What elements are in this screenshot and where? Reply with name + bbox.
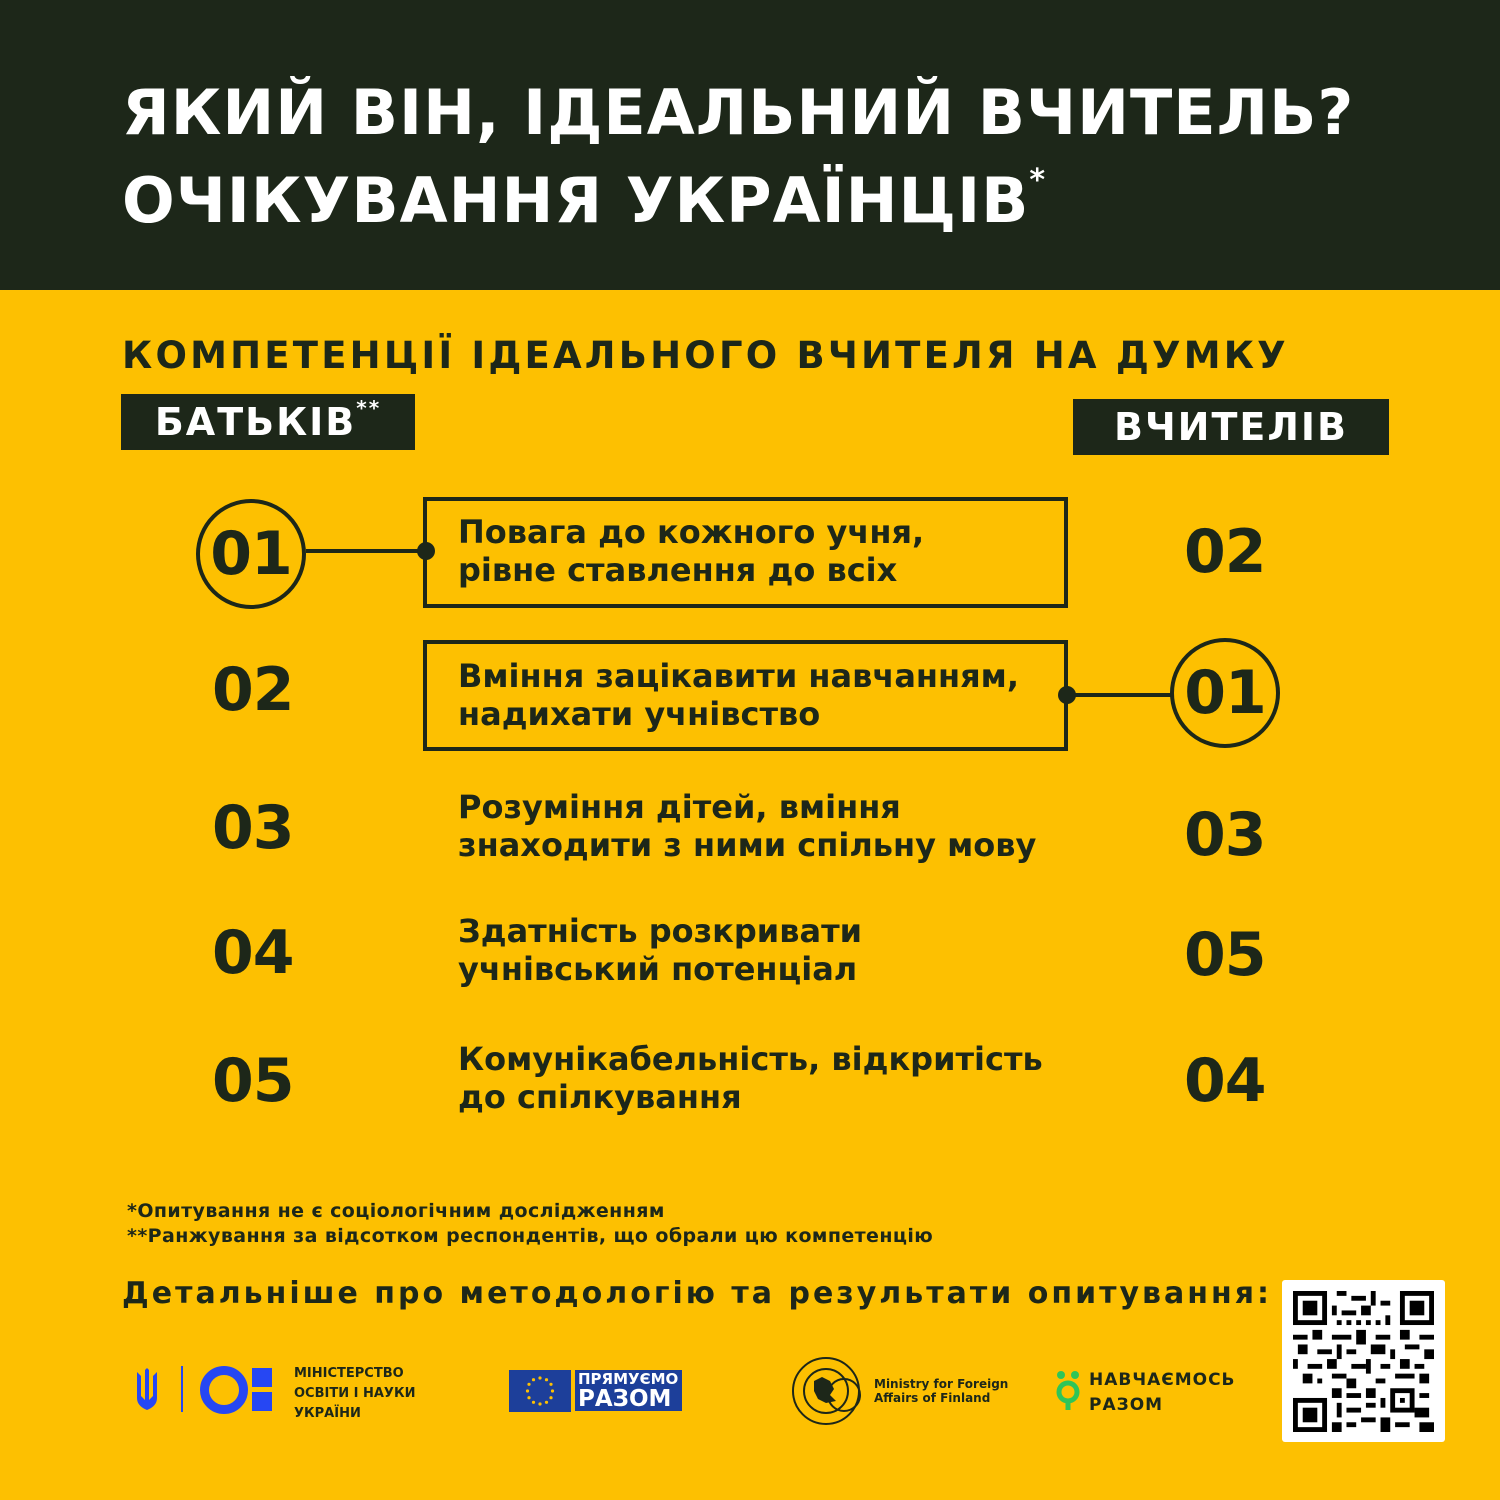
competency-3: Розуміння дітей, вміння знаходити з ними спільну мову <box>458 788 1037 864</box>
competency-1: Повага до кожного учня, рівне ставлення до всіх <box>458 513 925 589</box>
competency-2: Вміння зацікавити навчанням, надихати учнівство <box>458 657 1019 733</box>
connector-line <box>1066 693 1172 697</box>
parents-rank: 03 <box>212 793 294 863</box>
teachers-rank: 03 <box>1184 800 1266 870</box>
ministry-circle-icon <box>200 1366 248 1414</box>
footnote-1: *Опитування не є соціологічним дослідженням <box>127 1200 665 1222</box>
eu-pryamuemo-razom-logo <box>509 1370 689 1416</box>
qr-code[interactable] <box>1282 1280 1445 1442</box>
header-banner <box>0 0 1500 290</box>
more-info-text: Детальніше про методологію та результати опитування: <box>122 1276 1272 1311</box>
navchaemos-name: НАВЧАЄМОСЬ РАЗОМ <box>1089 1370 1236 1415</box>
finland-ministry-logo <box>792 1355 1009 1429</box>
leaf-person-icon <box>1054 1370 1082 1410</box>
logo-divider <box>181 1366 183 1412</box>
teachers-rank: 01 <box>1184 658 1266 728</box>
title-line-1: ЯКИЙ ВІН, ІДЕАЛЬНИЙ ВЧИТЕЛЬ? <box>122 76 1355 149</box>
footnote-2: **Ранжування за відсотком респондентів, що обрали цю компетенцію <box>127 1225 934 1247</box>
parents-rank: 01 <box>210 519 292 589</box>
parents-rank: 05 <box>212 1046 294 1116</box>
ministry-name: МІНІСТЕРСТВО ОСВІТИ І НАУКИ УКРАЇНИ <box>294 1366 416 1421</box>
teachers-rank: 05 <box>1184 920 1266 990</box>
competency-5: Комунікабельність, відкритість до спілкування <box>458 1040 1043 1116</box>
finland-ministry-name: Ministry for Foreign Affairs of Finland <box>874 1377 1009 1405</box>
parents-rank-circle <box>196 499 306 609</box>
ministry-education-logo <box>134 1362 424 1424</box>
subtitle: КОМПЕТЕНЦІЇ ІДЕАЛЬНОГО ВЧИТЕЛЯ НА ДУМКУ <box>122 334 1289 377</box>
teachers-tag: ВЧИТЕЛІВ <box>1073 399 1389 455</box>
parents-tag: БАТЬКІВ ** <box>121 394 415 450</box>
connector-line <box>306 549 426 553</box>
teachers-rank: 02 <box>1184 517 1266 587</box>
finland-emblem-icon <box>792 1355 864 1427</box>
ministry-square-icon <box>252 1368 272 1387</box>
title-line-2: ОЧІКУВАННЯ УКРАЇНЦІВ* <box>122 163 1047 237</box>
navchaemos-razom-logo <box>1054 1366 1254 1416</box>
ministry-square-icon <box>252 1392 272 1411</box>
title-footnote-mark: * <box>1029 163 1047 198</box>
trident-icon <box>134 1368 160 1416</box>
qr-code-icon <box>1293 1291 1434 1432</box>
competency-4: Здатність розкривати учнівський потенціал <box>458 912 863 988</box>
teachers-rank: 04 <box>1184 1046 1266 1116</box>
teachers-rank-circle <box>1170 638 1280 748</box>
eu-flag-icon <box>509 1370 571 1412</box>
eu-program-name: ПРЯМУЄМО РАЗОМ <box>575 1370 682 1411</box>
parents-rank: 04 <box>212 918 294 988</box>
parents-rank: 02 <box>212 655 294 725</box>
